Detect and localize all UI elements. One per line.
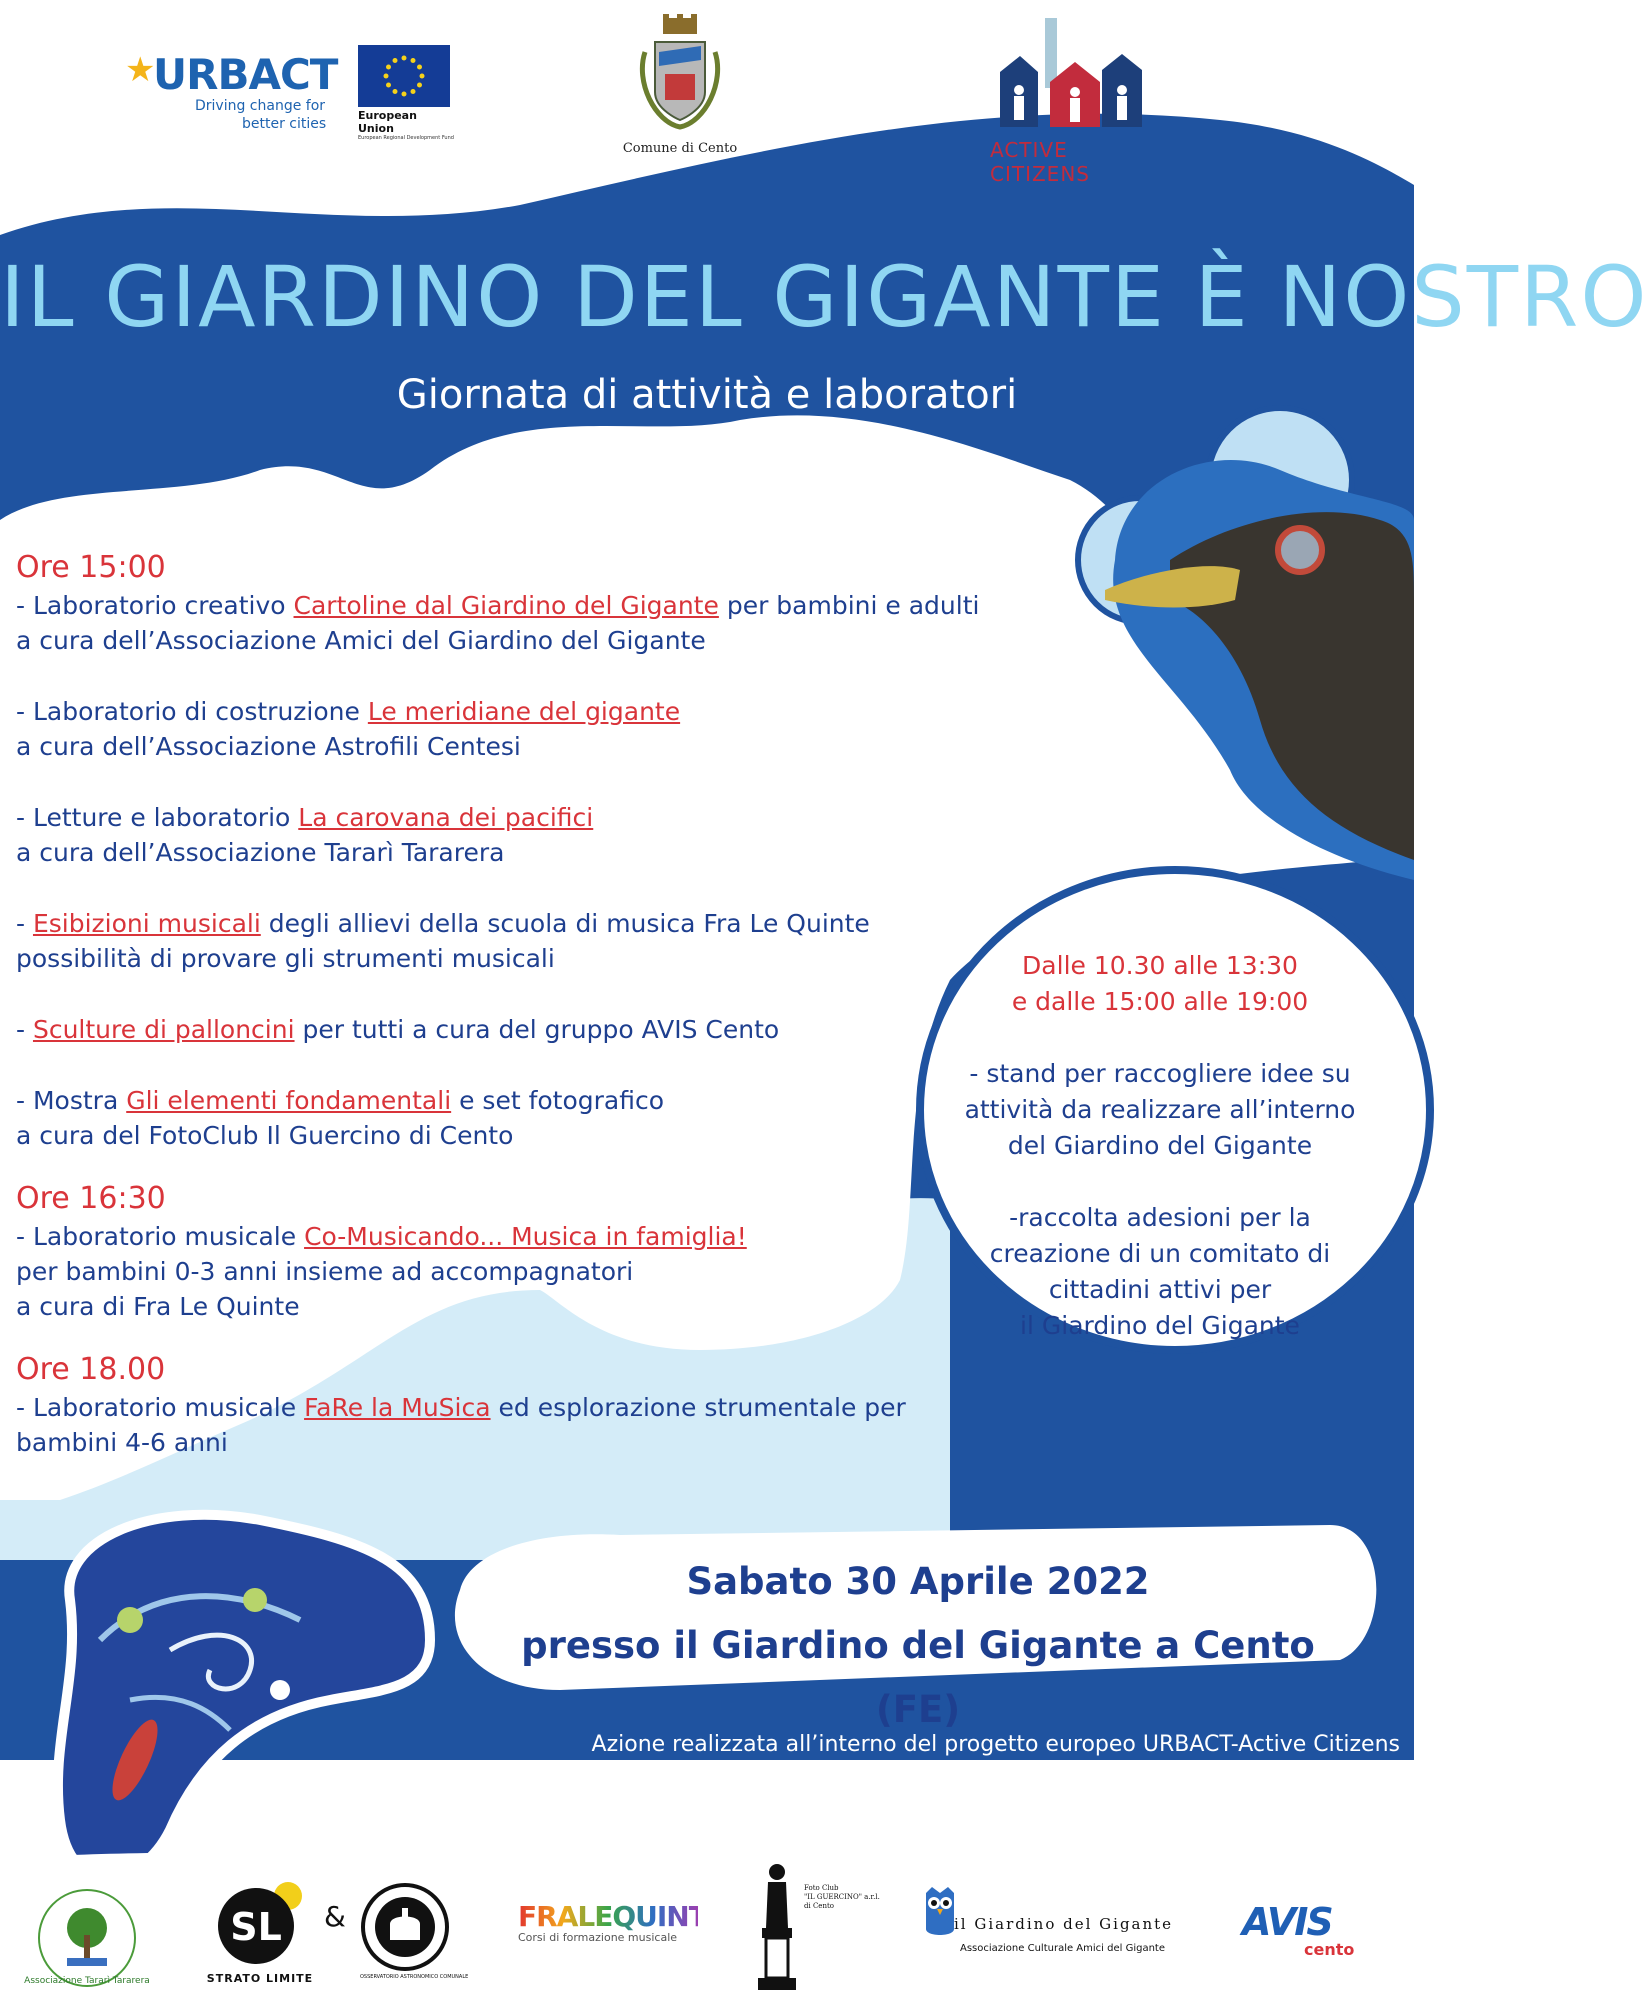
side-text: -raccolta adesioni per la — [1009, 1203, 1311, 1232]
activity-organizer: a cura del FotoClub Il Guercino di Cento — [16, 1121, 514, 1150]
project-note: Azione realizzata all’interno del progetto europeo URBACT-Active Citizens — [591, 1732, 1400, 1757]
side-text: creazione di un comitato di — [989, 1239, 1331, 1268]
opening-hours: Dalle 10.30 alle 13:30 — [1022, 951, 1298, 980]
side-text: - stand per raccogliere idee su — [969, 1059, 1351, 1088]
program — [16, 548, 1026, 1460]
side-info — [935, 948, 1385, 1344]
observatory-icon — [360, 1882, 450, 1972]
comune-name: Comune di Cento — [622, 141, 738, 156]
time-label: Ore 18.00 — [16, 1352, 166, 1387]
activity-title-link[interactable]: FaRe la MuSica — [304, 1393, 491, 1422]
fotoclub-line: di Cento — [804, 1902, 834, 1910]
giardino-name: il Giardino del Gigante — [954, 1915, 1174, 1933]
activity-title-link[interactable]: La carovana dei pacifici — [298, 803, 594, 832]
avis-name: AVIS — [1242, 1900, 1332, 1944]
page-subtitle: Giornata di attività e laboratori — [396, 372, 1018, 418]
time-label: Ore 16:30 — [16, 1181, 166, 1216]
activity-item — [16, 1012, 1026, 1047]
activity-text: degli allievi della scuola di musica Fra Le Quinte — [260, 909, 870, 938]
fotoclub-line: "IL GUERCINO" a.r.l. — [804, 1893, 880, 1901]
avis-sub: cento — [1304, 1940, 1355, 1959]
activity-text: - Laboratorio musicale — [16, 1393, 305, 1422]
opening-hours: e dalle 15:00 alle 19:00 — [1011, 987, 1309, 1016]
activity-item — [16, 694, 1026, 764]
activity-text: - Letture e laboratorio — [16, 803, 299, 832]
eu-fund: European Regional Development Fund — [358, 135, 454, 141]
strato-limite-name: STRATO LIMITE — [206, 1972, 314, 1985]
svg-text:SL: SL — [230, 1905, 282, 1949]
osservatorio-name: OSSERVATORIO ASTRONOMICO COMUNALE — [360, 1974, 469, 1980]
activity-item — [16, 906, 1026, 976]
event-banner — [478, 1550, 1358, 1742]
urbact-logo — [125, 50, 345, 140]
side-text: il Giardino del Gigante — [1020, 1311, 1300, 1340]
town-houses-icon — [990, 12, 1160, 130]
activity-item — [16, 1390, 1026, 1460]
activity-audience: per bambini 0-3 anni insieme ad accompagnatori — [16, 1257, 634, 1286]
side-text: cittadini attivi per — [1048, 1275, 1272, 1304]
sl-badge-icon — [212, 1882, 308, 1968]
eu-name: European Union — [358, 109, 417, 135]
page-title: IL GIARDINO DEL GIGANTE È NOSTRO — [0, 248, 1649, 346]
giardino-sub: Associazione Culturale Amici del Gigante — [960, 1943, 1165, 1954]
side-text: del Giardino del Gigante — [1007, 1131, 1313, 1160]
activity-title-link[interactable]: Cartoline dal Giardino del Gigante — [293, 591, 719, 620]
activity-organizer: a cura dell’Associazione Amici del Giardino del Gigante — [16, 626, 706, 655]
avis-logo — [1242, 1900, 1372, 1970]
activity-organizer: a cura di Fra Le Quinte — [16, 1292, 300, 1321]
eu-flag — [358, 45, 450, 107]
statue-icon — [752, 1858, 802, 1993]
activity-text: - Laboratorio di costruzione — [16, 697, 368, 726]
event-place: presso il Giardino del Gigante a Cento (FE) — [521, 1624, 1315, 1731]
giardino-gigante-logo — [922, 1885, 1192, 1965]
activity-text: e set fotografico — [451, 1086, 665, 1115]
tarari-name: Associazione Tararì Tararera — [24, 1976, 150, 1986]
activity-text: - — [16, 909, 33, 938]
activity-item — [16, 800, 1026, 870]
activity-text: - Mostra — [16, 1086, 127, 1115]
activity-text: per bambini e adulti — [718, 591, 980, 620]
fralequinte-name: FRALEQUINTE — [518, 1900, 725, 1933]
activity-text: ed esplorazione strumentale per — [490, 1393, 906, 1422]
tarari-logo — [22, 1880, 152, 1990]
activity-item — [16, 1083, 1026, 1153]
activity-title-link[interactable]: Sculture di palloncini — [32, 1015, 295, 1044]
activity-item — [16, 588, 1026, 658]
fralequinte-logo — [518, 1900, 725, 1960]
activity-organizer: possibilità di provare gli strumenti musicali — [16, 944, 555, 973]
fotoclub-name — [804, 1884, 880, 1911]
fotoclub-line: Foto Club — [804, 1884, 839, 1892]
coat-of-arms-icon — [635, 12, 725, 137]
urbact-tagline-2: better cities — [242, 116, 327, 132]
activity-text: per tutti a cura del gruppo AVIS Cento — [294, 1015, 780, 1044]
activity-text: - Laboratorio creativo — [16, 591, 294, 620]
activity-title-link[interactable]: Gli elementi fondamentali — [126, 1086, 452, 1115]
activity-text: - Laboratorio musicale — [16, 1222, 305, 1251]
activity-title-link[interactable]: Esibizioni musicali — [32, 909, 261, 938]
activity-organizer: a cura dell’Associazione Tararì Tararera — [16, 838, 505, 867]
ampersand: & — [324, 1900, 346, 1933]
fralequinte-sub: Corsi di formazione musicale — [518, 1931, 678, 1944]
eu-logo — [358, 45, 454, 141]
fotoclub-logo — [752, 1858, 880, 1993]
urbact-tagline-1: Driving change for — [195, 98, 326, 114]
star-icon: ★ — [125, 50, 156, 90]
activity-title-link[interactable]: Co-Musicando... Musica in famiglia! — [304, 1222, 747, 1251]
eu-stars-icon — [358, 45, 450, 107]
activity-text: - — [16, 1015, 33, 1044]
strato-limite-logo — [205, 1882, 315, 1992]
side-text: attività da realizzare all’interno — [964, 1095, 1356, 1124]
active-citizens-logo — [990, 12, 1170, 186]
active-citizens-name: ACTIVE CITIZENS — [990, 138, 1090, 186]
urbact-name: URBACT — [153, 50, 338, 99]
activity-organizer: a cura dell’Associazione Astrofili Centesi — [16, 732, 521, 761]
activity-audience: bambini 4-6 anni — [16, 1428, 228, 1457]
activity-item — [16, 1219, 1026, 1324]
contact-info: Per info: tassinari.a@comune.cento.fe.it — [759, 1775, 1200, 1800]
activity-title-link[interactable]: Le meridiane del gigante — [367, 697, 681, 726]
time-label: Ore 15:00 — [16, 550, 166, 585]
owl-icon — [922, 1885, 958, 1941]
tree-icon — [22, 1880, 152, 1990]
osservatorio-logo — [360, 1882, 469, 1980]
event-date: Sabato 30 Aprile 2022 — [686, 1560, 1150, 1603]
comune-logo — [610, 12, 750, 162]
